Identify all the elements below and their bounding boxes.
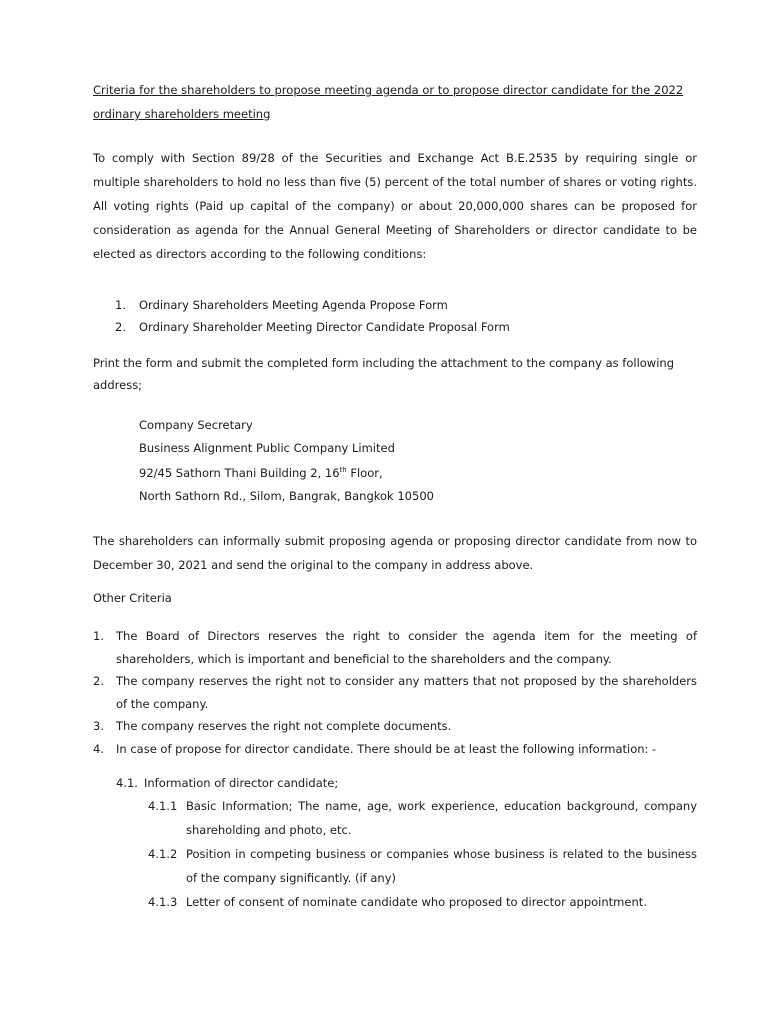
sub-criteria [93, 772, 697, 795]
criteria-text: The company reserves the right not complete documents. [116, 719, 452, 733]
criteria-text: Information of director candidate; [144, 775, 339, 790]
list-number: 4.1. [116, 775, 138, 790]
informal-submission-paragraph: The shareholders can informally submit proposing agenda or proposing director candidate from now to December 30, 2021 and send the original to the company in address above. [93, 534, 697, 572]
intro-paragraph: To comply with Section 89/28 of the Securities and Exchange Act B.E.2535 by requiring single or multiple shareholders to hold no less than five (5) percent of the total number of shares or voting rights. All voting rights (Paid up capital of the company) or about 20,000,000 shares can be proposed for consideration as agenda for the Annual General Meeting of Shareholders or director candidate to be elected as directors according to the following conditions: [93, 151, 697, 261]
criteria-text: Position in competing business or companies whose business is related to the business of the company significantly. (if any) [186, 847, 697, 885]
criteria-text: Basic Information; The name, age, work experience, education background, company shareholding and photo, etc. [186, 799, 697, 837]
list-number: 1. [93, 629, 104, 643]
criteria-text: In case of propose for director candidate. There should be at least the following information: - [116, 741, 657, 756]
criteria-text: The Board of Directors reserves the right to consider the agenda item for the meeting of shareholders, which is important and beneficial to the shareholders and the company. [116, 629, 697, 666]
criteria-list [93, 625, 697, 760]
list-item [93, 715, 697, 738]
document-title: Criteria for the shareholders to propose meeting agenda or to propose director candidate for the 2022 ordinary shareholders meeting [93, 83, 684, 121]
list-item [93, 890, 697, 914]
list-item [93, 842, 697, 890]
list-item [93, 294, 697, 316]
list-item [93, 316, 697, 338]
company-address [93, 414, 697, 507]
document-page [93, 78, 697, 914]
list-number: 4.1.3 [148, 895, 178, 909]
list-number: 4. [93, 741, 104, 756]
address-line: 92/45 Sathorn Thani Building 2, 16th Floor, [139, 466, 383, 480]
forms-list [93, 294, 697, 338]
list-number: 2. [115, 320, 126, 334]
address-line: Company Secretary [139, 418, 253, 432]
list-item [93, 670, 697, 715]
list-number: 3. [93, 719, 104, 733]
criteria-text: Letter of consent of nominate candidate who proposed to director appointment. [186, 895, 647, 909]
other-criteria-heading: Other Criteria [93, 591, 172, 605]
list-number: 1. [115, 298, 126, 312]
list-item [93, 794, 697, 842]
form-name: Ordinary Shareholder Meeting Director Candidate Proposal Form [139, 320, 510, 334]
address-line: North Sathorn Rd., Silom, Bangrak, Bangkok 10500 [139, 488, 434, 503]
address-line: Business Alignment Public Company Limited [139, 440, 395, 455]
criteria-text: The company reserves the right not to consider any matters that not proposed by the shareholders of the company. [116, 674, 697, 711]
list-item [93, 625, 697, 670]
list-number: 4.1.1 [148, 799, 178, 813]
list-item [93, 738, 697, 761]
list-number: 2. [93, 674, 104, 688]
sub-criteria-list [93, 794, 697, 914]
form-name: Ordinary Shareholders Meeting Agenda Propose Form [139, 298, 448, 312]
list-number: 4.1.2 [148, 847, 178, 861]
ordinal-suffix: th [339, 466, 347, 474]
print-instruction: Print the form and submit the completed form including the attachment to the company as following address; [93, 356, 674, 392]
